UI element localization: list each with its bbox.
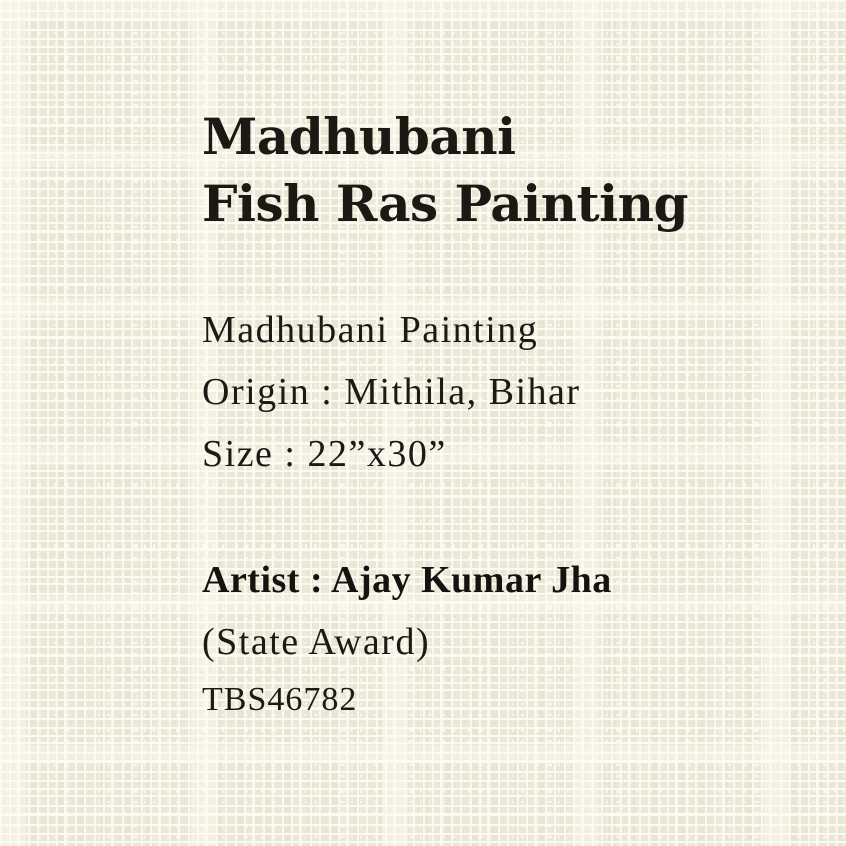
title-line-2: Fish Ras Painting — [202, 174, 688, 233]
info-text-block — [202, 103, 762, 727]
artist-name: Artist : Ajay Kumar Jha — [202, 559, 612, 601]
detail-origin: Origin : Mithila, Bihar — [202, 371, 581, 413]
painting-details — [202, 299, 762, 485]
product-code: TBS46782 — [202, 681, 358, 718]
artist-details — [202, 549, 762, 727]
artist-award: (State Award) — [202, 621, 431, 663]
title-line-1: Madhubani — [202, 107, 516, 166]
page-title — [202, 103, 762, 237]
detail-size: Size : 22”x30” — [202, 433, 447, 475]
detail-painting-type: Madhubani Painting — [202, 309, 539, 351]
